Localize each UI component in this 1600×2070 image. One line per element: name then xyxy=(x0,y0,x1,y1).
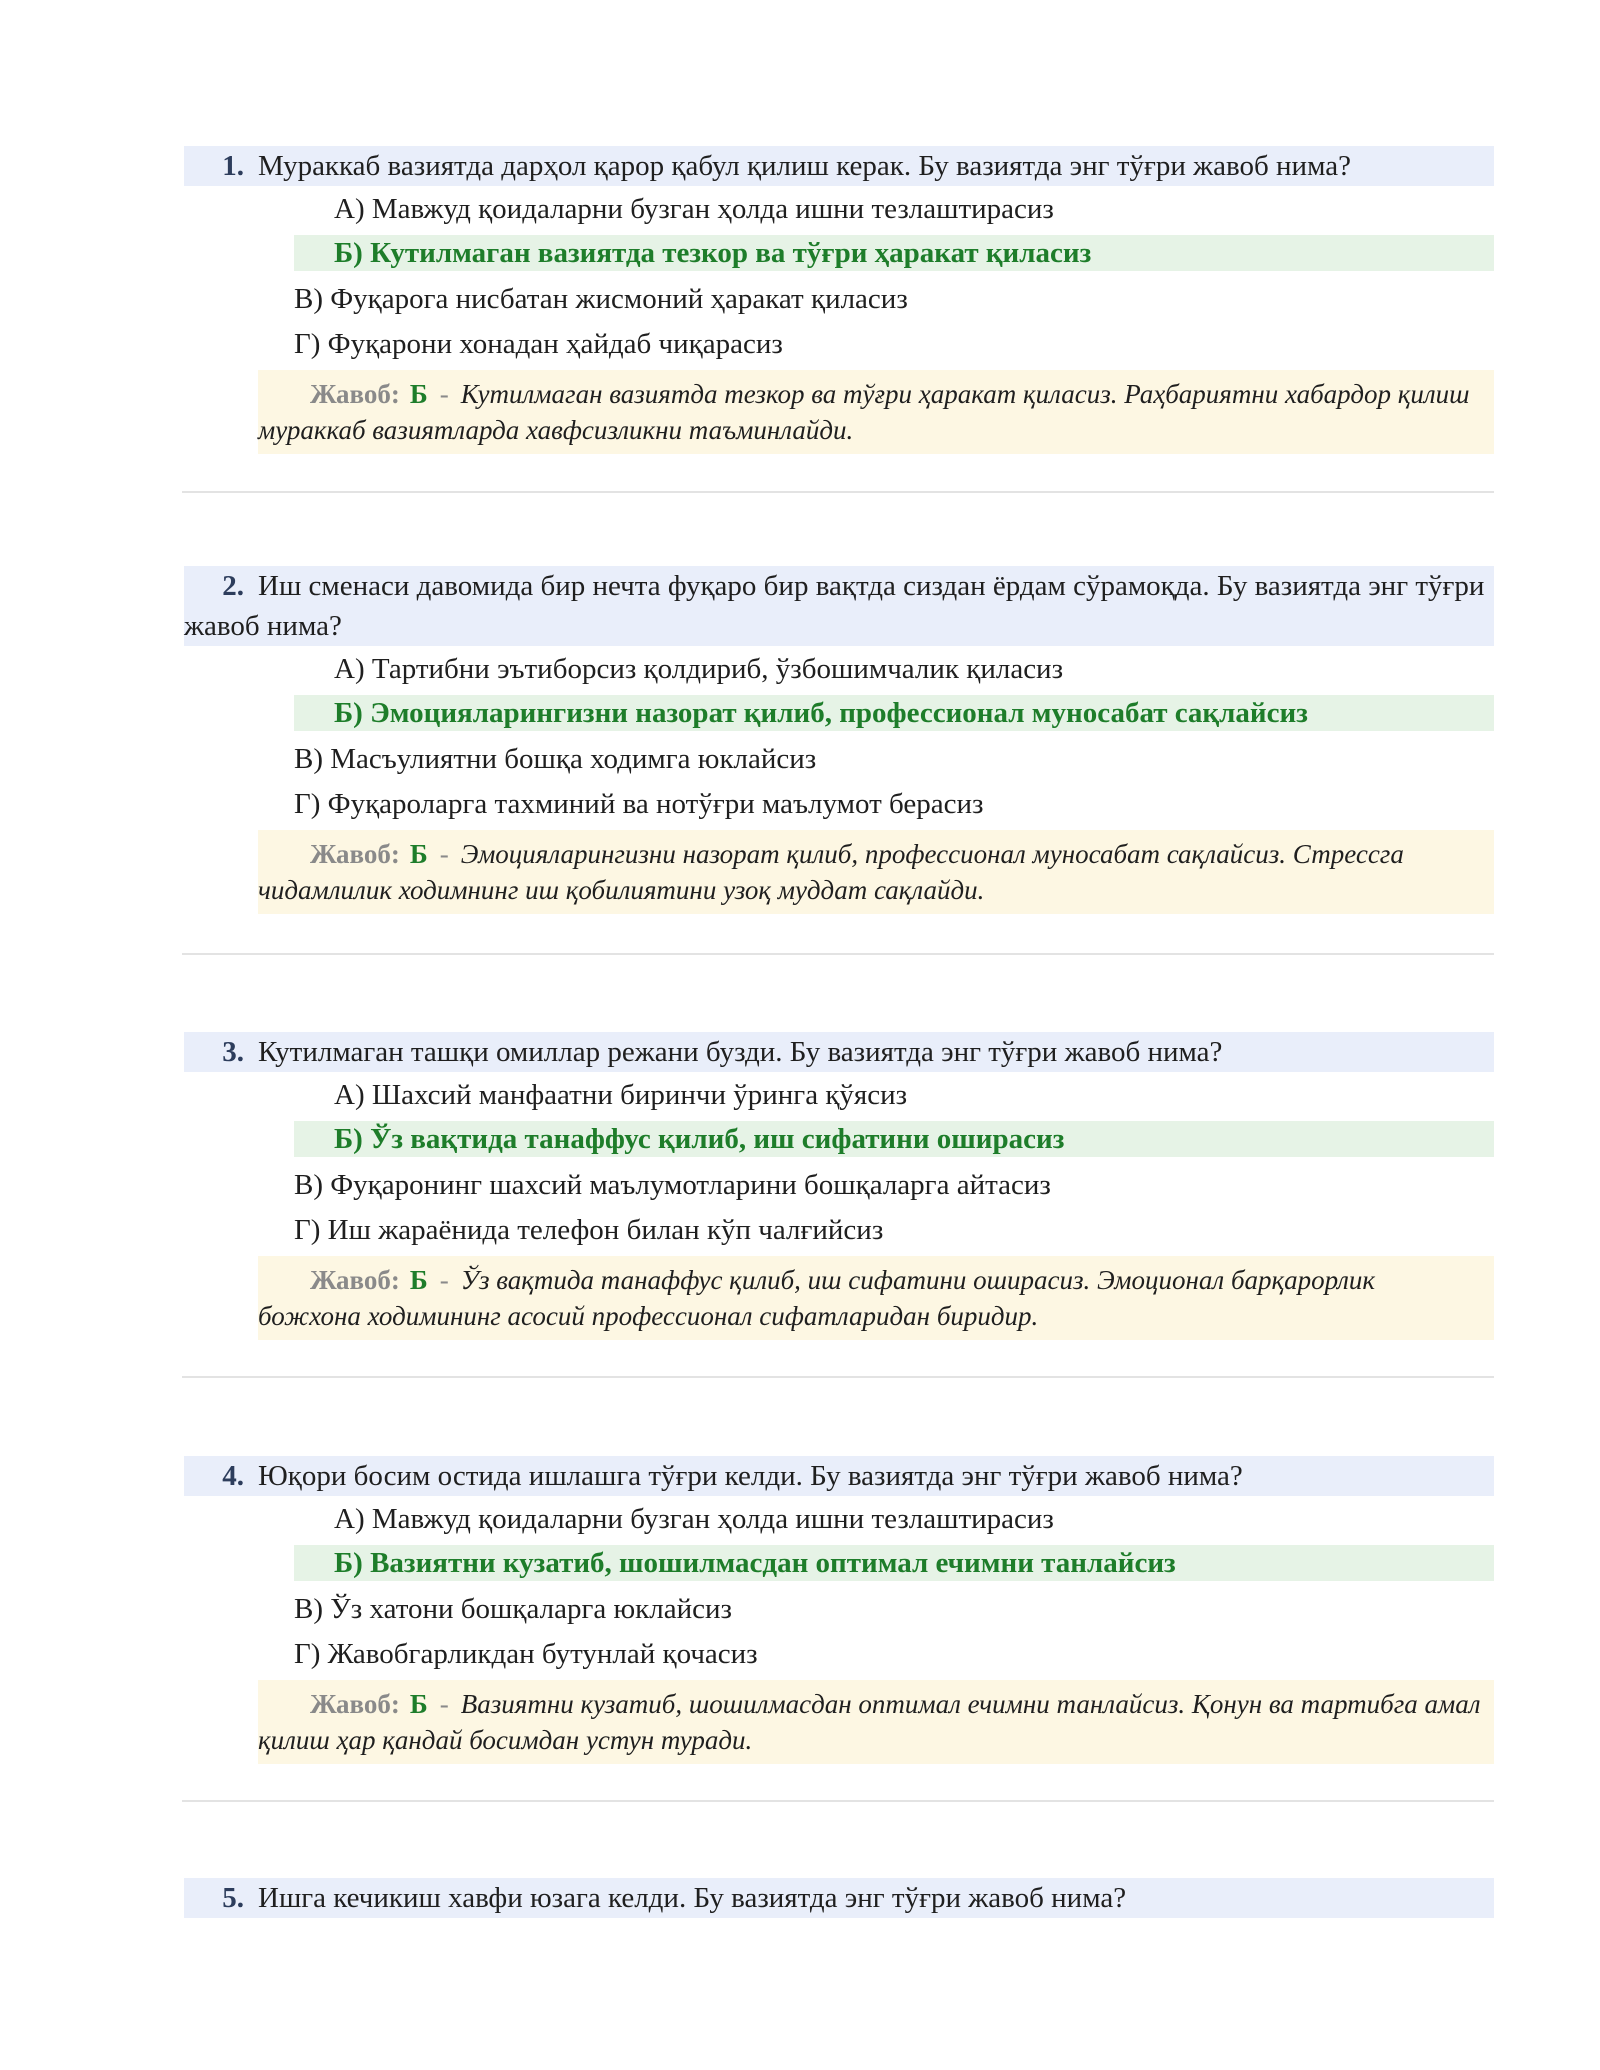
question-text: Мураккаб вазиятда дарҳол қарор қабул қилиш керак. Бу вазиятда энг тўғри жавоб нима? xyxy=(258,150,1351,182)
question-text: Кутилмаган ташқи омиллар режани бузди. Бу вазиятда энг тўғри жавоб нима? xyxy=(258,1036,1223,1068)
answer-text: Эмоцияларингизни назорат қилиб, профессионал муносабат сақлайсиз. Стрессга чидамлилик ходимнинг иш қобилиятини узоқ муддат сақлайди. xyxy=(258,839,1404,905)
option-b-correct: Б) Вазиятни кузатиб, шошилмасдан оптимал ечимни танлайсиз xyxy=(294,1545,1494,1581)
question-heading xyxy=(184,146,1494,186)
answer-dash: - xyxy=(439,1265,449,1295)
answer-text: Вазиятни кузатиб, шошилмасдан оптимал ечимни танлайсиз. Қонун ва тартибга амал қилиш ҳар қандай босимдан устун туради. xyxy=(258,1689,1481,1755)
question-number: 4. xyxy=(222,1460,244,1492)
question-number: 2. xyxy=(222,570,244,602)
question-block-2 xyxy=(184,566,1494,914)
option-b-correct: Б) Эмоцияларингизни назорат қилиб, профессионал муносабат сақлайсиз xyxy=(294,695,1494,731)
option-c: В) Ўз хатони бошқаларга юклайсиз xyxy=(294,1592,732,1625)
question-heading xyxy=(184,1878,1494,1918)
option-d: Г) Фуқарони хонадан ҳайдаб чиқарасиз xyxy=(294,327,783,360)
answer-letter: Б xyxy=(409,839,428,869)
answer-letter: Б xyxy=(409,1689,428,1719)
option-a: А) Шахсий манфаатни биринчи ўринга қўясиз xyxy=(334,1078,908,1111)
answer-explanation xyxy=(258,370,1494,454)
option-b-correct: Б) Ўз вақтида танаффус қилиб, иш сифатини оширасиз xyxy=(294,1121,1494,1157)
question-text: Юқори босим остида ишлашга тўғри келди. Бу вазиятда энг тўғри жавоб нима? xyxy=(258,1460,1243,1492)
question-heading xyxy=(184,566,1494,646)
answer-dash: - xyxy=(439,1689,449,1719)
option-d: Г) Жавобгарликдан бутунлай қочасиз xyxy=(294,1637,758,1670)
question-number: 3. xyxy=(222,1036,244,1068)
answer-letter: Б xyxy=(409,379,428,409)
answer-explanation xyxy=(258,1680,1494,1764)
answer-dash: - xyxy=(439,839,449,869)
question-heading xyxy=(184,1456,1494,1496)
answer-label: Жавоб: xyxy=(310,1265,400,1295)
option-c: В) Фуқарога нисбатан жисмоний ҳаракат қиласиз xyxy=(294,282,908,315)
answer-explanation xyxy=(258,830,1494,914)
answer-text: Кутилмаган вазиятда тезкор ва тўғри ҳаракат қиласиз. Раҳбариятни хабардор қилиш мураккаб вазиятларда хавфсизликни таъминлайди. xyxy=(258,379,1470,445)
option-c: В) Фуқаронинг шахсий маълумотларини бошқаларга айтасиз xyxy=(294,1168,1051,1201)
question-heading xyxy=(184,1032,1494,1072)
separator xyxy=(182,1800,1494,1802)
question-number: 5. xyxy=(222,1882,244,1914)
answer-label: Жавоб: xyxy=(310,1689,400,1719)
question-block-4 xyxy=(184,1456,1494,1764)
option-a: А) Мавжуд қоидаларни бузган ҳолда ишни тезлаштирасиз xyxy=(334,192,1054,225)
option-d: Г) Фуқароларга тахминий ва нотўғри маълумот берасиз xyxy=(294,787,984,820)
answer-dash: - xyxy=(439,379,449,409)
answer-letter: Б xyxy=(409,1265,428,1295)
answer-label: Жавоб: xyxy=(310,379,400,409)
question-block-3 xyxy=(184,1032,1494,1340)
option-b-correct: Б) Кутилмаган вазиятда тезкор ва тўғри ҳаракат қиласиз xyxy=(294,235,1494,271)
question-block-5 xyxy=(184,1878,1494,1918)
separator xyxy=(182,953,1494,955)
question-text: Ишга кечикиш хавфи юзага келди. Бу вазиятда энг тўғри жавоб нима? xyxy=(258,1882,1127,1914)
question-block-1 xyxy=(184,146,1494,454)
separator xyxy=(182,491,1494,493)
answer-explanation xyxy=(258,1256,1494,1340)
option-d: Г) Иш жараёнида телефон билан кўп чалғийсиз xyxy=(294,1213,884,1246)
answer-text: Ўз вақтида танаффус қилиб, иш сифатини оширасиз. Эмоционал барқарорлик божхона ходимининг асосий профессионал сифатларидан биридир. xyxy=(258,1265,1376,1331)
option-a: А) Мавжуд қоидаларни бузган ҳолда ишни тезлаштирасиз xyxy=(334,1502,1054,1535)
option-a: А) Тартибни эътиборсиз қолдириб, ўзбошимчалик қиласиз xyxy=(334,652,1064,685)
question-number: 1. xyxy=(222,150,244,182)
answer-label: Жавоб: xyxy=(310,839,400,869)
question-text: Иш сменаси давомида бир нечта фуқаро бир вақтда сиздан ёрдам сўрамоқда. Бу вазиятда энг тўғри жавоб нима? xyxy=(184,570,1485,642)
option-c: В) Масъулиятни бошқа ходимга юклайсиз xyxy=(294,742,817,775)
separator xyxy=(182,1376,1494,1378)
